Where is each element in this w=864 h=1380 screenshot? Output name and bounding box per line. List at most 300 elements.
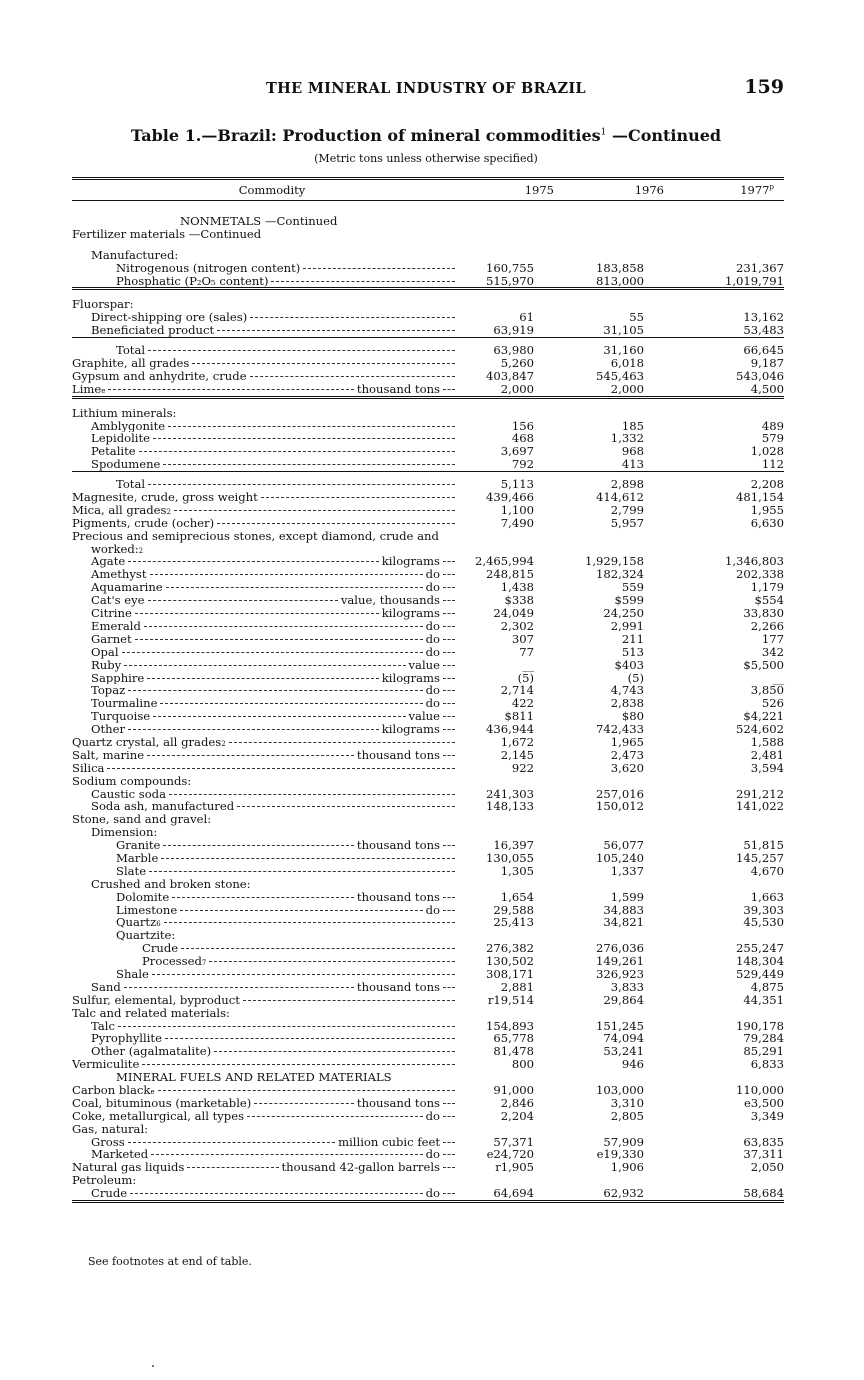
value-1977: 33,830: [743, 606, 784, 621]
value-1975: 24,049: [493, 606, 534, 621]
dot-leader: [214, 1051, 455, 1052]
value-1977: 4,875: [750, 979, 784, 994]
value-1977: 524,602: [736, 722, 784, 737]
column-header-1976: 1976: [634, 183, 664, 197]
row-label: [72, 672, 458, 685]
value-1977: 1,955: [750, 502, 784, 517]
value-1975: 16,397: [493, 838, 534, 853]
value-1976: $599: [614, 593, 644, 608]
value-1975: 63,980: [493, 343, 534, 358]
dot-leader: [139, 451, 455, 452]
value-1977: 63,835: [743, 1134, 784, 1149]
commodity-name: Nitrogenous (nitrogen content): [116, 261, 301, 275]
table-row: [72, 697, 784, 710]
header-bottom-rule: [72, 200, 784, 201]
table-row: [72, 710, 784, 723]
table-row: [72, 723, 784, 736]
table-row: [72, 445, 784, 458]
row-spacer: [72, 241, 784, 249]
dot-leader: [172, 897, 354, 898]
row-label: [72, 555, 458, 568]
dot-leader: [209, 961, 455, 962]
dot-leader: [147, 755, 354, 756]
table-row: [72, 942, 784, 955]
table-row: [72, 407, 784, 420]
value-1975: __: [522, 657, 534, 672]
table-row: [72, 607, 784, 620]
value-1976: 53,241: [603, 1044, 644, 1059]
row-label: [72, 1007, 458, 1020]
row-label: [72, 1020, 458, 1033]
table-row: [72, 344, 784, 357]
table-row: [72, 370, 784, 383]
unit-label: do: [425, 1187, 440, 1201]
table-row: [72, 298, 784, 311]
table-row: [72, 262, 784, 275]
value-1975: 468: [511, 431, 534, 446]
dot-leader: [149, 871, 455, 872]
value-1976: 2,473: [610, 747, 644, 762]
value-1975: $338: [504, 593, 534, 608]
row-label: [72, 298, 458, 311]
unit-label: do: [425, 1148, 440, 1162]
value-1976: 34,821: [603, 915, 644, 930]
value-1975: 3,697: [500, 444, 534, 459]
commodity-name: Crude: [142, 942, 179, 956]
value-1975: 81,478: [493, 1044, 534, 1059]
commodity-name: Petroleum:: [72, 1174, 137, 1188]
dot-leader: [168, 426, 455, 427]
row-label: [72, 981, 458, 994]
unit-label: do: [425, 1109, 440, 1123]
dot-leader: [128, 561, 379, 562]
value-1975: 307: [511, 631, 534, 646]
table-row: [72, 1071, 784, 1084]
value-1975: 241,303: [486, 786, 534, 801]
value-1977: 1,019,791: [724, 273, 784, 288]
table-row: [72, 1058, 784, 1071]
dot-leader: [250, 317, 455, 318]
value-1977: 2,208: [750, 477, 784, 492]
dot-leader: [163, 464, 455, 465]
commodity-name: Stone, sand and gravel:: [72, 813, 212, 827]
commodity-name: Total: [116, 478, 146, 492]
value-1975: 29,588: [493, 902, 534, 917]
commodity-name: Quartzite:: [116, 929, 176, 943]
table-row: [72, 646, 784, 659]
unit-label: value: [408, 710, 440, 724]
value-1975: 2,204: [500, 1108, 534, 1123]
value-1976: 742,433: [596, 722, 644, 737]
value-1975: 7,490: [500, 515, 534, 530]
table-row: [72, 383, 784, 399]
value-1976: 149,261: [596, 954, 644, 969]
unit-label: value: [408, 658, 440, 672]
unit-label: do: [425, 568, 440, 582]
value-1977: 4,670: [750, 863, 784, 878]
row-label: [72, 1032, 458, 1045]
commodity-name: Salt, marine: [72, 748, 145, 762]
commodity-name: Natural gas liquids: [72, 1161, 185, 1175]
row-label: Processed 7: [72, 955, 458, 968]
column-header-commodity: Commodity: [238, 183, 306, 197]
table-row: [72, 813, 784, 826]
dot-leader: [161, 858, 455, 859]
commodity-name: Citrine: [91, 607, 132, 620]
dot-leader: [151, 1154, 422, 1155]
commodity-name: Cat's eye: [91, 594, 145, 608]
commodity-name: Agate: [91, 555, 126, 569]
table-row: [72, 1136, 784, 1149]
commodity-name: Silica: [72, 761, 105, 775]
value-1975: 515,970: [486, 273, 534, 288]
value-1977: 2,481: [750, 747, 784, 762]
value-1976: 813,000: [596, 273, 644, 288]
value-1976: 968: [621, 444, 644, 459]
row-label: [72, 788, 458, 801]
unit-label: thousand tons: [356, 890, 440, 904]
value-1976: 3,620: [610, 760, 644, 775]
table-row: [72, 1161, 784, 1174]
value-1976: $80: [621, 709, 644, 724]
value-1977: 66,645: [743, 343, 784, 358]
value-1976: 151,245: [596, 1018, 644, 1033]
row-label: [72, 568, 458, 581]
value-1976: 946: [621, 1057, 644, 1072]
row-label: [72, 929, 458, 942]
row-label: Quartz 6: [72, 916, 458, 929]
value-1975: 2,714: [500, 683, 534, 698]
value-1976: 1,332: [610, 431, 644, 446]
commodity-name: Manufactured:: [91, 248, 179, 262]
commodity-name: Direct-shipping ore (sales): [91, 311, 248, 325]
row-label: [72, 684, 458, 697]
commodity-name: Quartz crystal, all grades: [72, 735, 222, 749]
value-1976: 414,612: [596, 490, 644, 505]
commodity-name: Limestone: [116, 903, 178, 917]
value-1976: 257,016: [596, 786, 644, 801]
row-label: [72, 749, 458, 762]
value-1977: 45,530: [743, 915, 784, 930]
unit-label: do: [425, 903, 440, 917]
table-row: [72, 736, 784, 749]
commodity-name: Opal: [91, 645, 119, 659]
unit-label: thousand 42-gallon barrels: [281, 1161, 440, 1175]
unit-label: kilograms: [381, 555, 440, 569]
value-1975: 1,654: [500, 889, 534, 904]
table-row: [72, 215, 784, 228]
table-row: [72, 491, 784, 504]
value-1975: 422: [511, 696, 534, 711]
commodity-name: Lithium minerals:: [72, 406, 177, 420]
commodity-name: Shale: [116, 967, 149, 981]
row-spacer: [72, 290, 784, 298]
table-row: [72, 839, 784, 852]
row-spacer: [72, 399, 784, 407]
row-label: [72, 407, 458, 420]
value-1975: (5): [517, 670, 534, 685]
value-1976: 105,240: [596, 850, 644, 865]
row-label: [72, 813, 458, 826]
value-1977: 79,284: [743, 1031, 784, 1046]
value-1975: r1,905: [495, 1160, 534, 1175]
value-1976: 182,324: [596, 567, 644, 582]
value-1975: 800: [511, 1057, 534, 1072]
row-label: [72, 1136, 458, 1149]
value-1976: 2,991: [610, 618, 644, 633]
value-1975: 160,755: [486, 260, 534, 275]
row-label: [72, 762, 458, 775]
commodity-name: MINERAL FUELS AND RELATED MATERIALS: [116, 1071, 392, 1085]
table-row: [72, 684, 784, 697]
table-row: [72, 929, 784, 942]
row-label: [72, 1148, 458, 1161]
commodity-name: Other: [91, 723, 126, 736]
commodity-name: Soda ash, manufactured: [91, 800, 235, 814]
value-1976: 545,463: [596, 368, 644, 383]
table-row: [72, 762, 784, 775]
value-1975: 2,302: [500, 618, 534, 633]
value-1977: 1,346,803: [724, 554, 784, 569]
table-row: [72, 916, 784, 929]
row-label: [72, 275, 458, 288]
commodity-name: Marketed: [91, 1148, 149, 1162]
value-1977: 177: [761, 631, 784, 646]
commodity-name: Marble: [116, 851, 159, 865]
table-row: [72, 311, 784, 324]
commodity-name: Magnesite, crude, gross weight: [72, 491, 258, 504]
unit-label: kilograms: [381, 607, 440, 620]
commodity-name: Phosphatic (P₂O₅ content): [116, 274, 269, 288]
table-row: [72, 420, 784, 433]
unit-label: kilograms: [381, 723, 440, 736]
unit-label: thousand tons: [356, 839, 440, 852]
value-1977: 3,850: [750, 683, 784, 698]
row-label: [72, 215, 458, 228]
commodity-name: Ruby: [91, 658, 122, 672]
dot-leader: [130, 1193, 422, 1194]
commodity-name: Talc: [91, 1019, 115, 1033]
value-1976: 31,105: [603, 323, 644, 338]
dot-leader: [261, 497, 455, 498]
row-label: [72, 633, 458, 646]
value-1976: 1,965: [610, 734, 644, 749]
row-label: [72, 865, 458, 878]
row-label: [72, 581, 458, 594]
table-row: [72, 672, 784, 685]
value-1975: 130,502: [486, 954, 534, 969]
row-label: [72, 1110, 458, 1123]
value-1975: 2,145: [500, 747, 534, 762]
value-1975: 91,000: [493, 1083, 534, 1097]
value-1977: $554: [754, 593, 784, 608]
row-label: [72, 517, 458, 530]
commodity-name: Crushed and broken stone:: [91, 877, 251, 891]
value-1977: 579: [761, 431, 784, 446]
dot-leader: [152, 974, 455, 975]
table-title-text: Table 1.—Brazil: Production of mineral commodities: [130, 126, 601, 145]
value-1977: 85,291: [743, 1044, 784, 1059]
value-1975: 65,778: [493, 1031, 534, 1046]
table-top-rule: [72, 177, 784, 180]
value-1975: 57,371: [493, 1134, 534, 1149]
value-1976: 211: [621, 631, 644, 646]
table-row: [72, 1174, 784, 1187]
table-row: [72, 968, 784, 981]
row-label: [72, 1097, 458, 1110]
value-1975: 2,881: [500, 979, 534, 994]
value-1977: 37,311: [743, 1147, 784, 1162]
dot-leader: [169, 794, 455, 795]
table-row: [72, 458, 784, 472]
value-1977: 1,179: [750, 580, 784, 595]
table-row: [72, 1110, 784, 1123]
commodity-name: Sulfur, elemental, byproduct: [72, 993, 240, 1007]
dot-leader: [128, 729, 379, 730]
value-1976: 513: [621, 644, 644, 659]
table-title: [0, 126, 852, 145]
row-label: [72, 826, 458, 839]
value-1977: 51,815: [743, 838, 784, 853]
commodity-name: worked:: [91, 542, 139, 556]
value-1976: 2,799: [610, 502, 644, 517]
table-row: [72, 1187, 784, 1203]
commodity-name: Sodium compounds:: [72, 774, 192, 788]
value-1975: 1,672: [500, 734, 534, 749]
value-1975: 148,133: [486, 799, 534, 814]
dot-leader: [108, 389, 354, 390]
value-1976: 559: [621, 580, 644, 595]
page-number: 159: [744, 76, 784, 98]
dot-leader: [147, 678, 378, 679]
table-body: [72, 215, 784, 1203]
commodity-name: Sapphire: [91, 671, 145, 685]
dot-leader: [303, 268, 455, 269]
table-row: [72, 568, 784, 581]
dot-leader: [250, 376, 455, 377]
dot-leader: [148, 350, 455, 351]
row-label: [72, 800, 458, 813]
value-1977: 2,266: [750, 618, 784, 633]
running-title: THE MINERAL INDUSTRY OF BRAZIL: [266, 80, 586, 97]
commodity-name: Talc and related materials:: [72, 1006, 230, 1020]
dot-leader: [107, 768, 455, 769]
row-label: [72, 1071, 458, 1084]
table-row: [72, 249, 784, 262]
dot-leader: [160, 703, 422, 704]
row-label: [72, 1187, 458, 1200]
value-1975: 130,055: [486, 850, 534, 865]
table-title-suffix: —Continued: [606, 126, 722, 145]
value-1976: 62,932: [603, 1186, 644, 1201]
row-label: [72, 1174, 458, 1187]
table-row: [72, 1097, 784, 1110]
value-1976: 1,906: [610, 1160, 644, 1175]
commodity-name: Quartz: [116, 916, 157, 930]
dot-leader: [174, 510, 455, 511]
table-row: [72, 581, 784, 594]
value-1976: 2,000: [610, 381, 644, 396]
value-1975: 5,260: [500, 356, 534, 371]
value-1975: 1,438: [500, 580, 534, 595]
dot-leader: [180, 910, 422, 911]
value-1977: 2,050: [750, 1160, 784, 1175]
column-header-1975: 1975: [524, 183, 554, 197]
dot-leader: [124, 987, 354, 988]
value-1975: 2,465,994: [474, 554, 534, 569]
dot-leader: [150, 574, 423, 575]
table-row: [72, 955, 784, 968]
value-1975: 154,893: [486, 1018, 534, 1033]
value-1976: 2,898: [610, 477, 644, 492]
row-label: [72, 491, 458, 504]
value-1976: 4,743: [610, 683, 644, 698]
value-1977: 53,483: [743, 323, 784, 338]
dot-leader: [165, 1038, 455, 1039]
value-1977: 13,162: [743, 310, 784, 325]
value-1976: 183,858: [596, 260, 644, 275]
value-1977: 526: [761, 696, 784, 711]
row-label: Quartz crystal, all grades 2: [72, 736, 458, 749]
table-row: [72, 749, 784, 762]
value-1976: 276,036: [596, 941, 644, 956]
value-1976: 2,838: [610, 696, 644, 711]
value-1976: 1,599: [610, 889, 644, 904]
table-row: [72, 1148, 784, 1161]
value-1977: 110,000: [736, 1083, 784, 1097]
value-1976: 24,250: [603, 606, 644, 621]
commodity-name: Graphite, all grades: [72, 357, 190, 370]
row-label: [72, 478, 458, 491]
table-row: [72, 633, 784, 646]
value-1975: 25,413: [493, 915, 534, 930]
row-label: [72, 607, 458, 620]
table-row: [72, 852, 784, 865]
commodity-name: Coke, metallurgical, all types: [72, 1109, 245, 1123]
dot-leader: [128, 1142, 335, 1143]
value-1977: __: [772, 670, 784, 685]
value-1975: 156: [511, 418, 534, 433]
value-1977: 148,304: [736, 954, 784, 969]
commodity-name: Processed: [142, 955, 202, 968]
value-1975: e24,720: [486, 1147, 534, 1162]
unit-label: thousand tons: [356, 980, 440, 994]
commodity-name: Sand: [91, 980, 121, 994]
table-row: [72, 530, 784, 543]
value-1976: 2,805: [610, 1108, 644, 1123]
value-1976: $403: [614, 657, 644, 672]
value-1975: 5,113: [500, 477, 534, 492]
dot-leader: [118, 1026, 455, 1027]
unit-label: thousand tons: [356, 1096, 440, 1110]
table-row: [72, 543, 784, 556]
dot-leader: [243, 1000, 455, 1001]
commodity-name: Granite: [116, 839, 161, 852]
row-label: [72, 620, 458, 633]
dot-leader: [229, 742, 455, 743]
dot-leader: [135, 613, 379, 614]
unit-label: do: [425, 632, 440, 646]
row-label: [72, 942, 458, 955]
value-1975: 436,944: [486, 722, 534, 737]
dot-leader: [271, 281, 455, 282]
commodity-name: Gas, natural:: [72, 1122, 149, 1136]
row-label: [72, 839, 458, 852]
value-1977: 1,588: [750, 734, 784, 749]
value-1977: 4,500: [750, 381, 784, 396]
value-1976: 55: [629, 310, 644, 325]
value-1975: 61: [519, 310, 534, 325]
